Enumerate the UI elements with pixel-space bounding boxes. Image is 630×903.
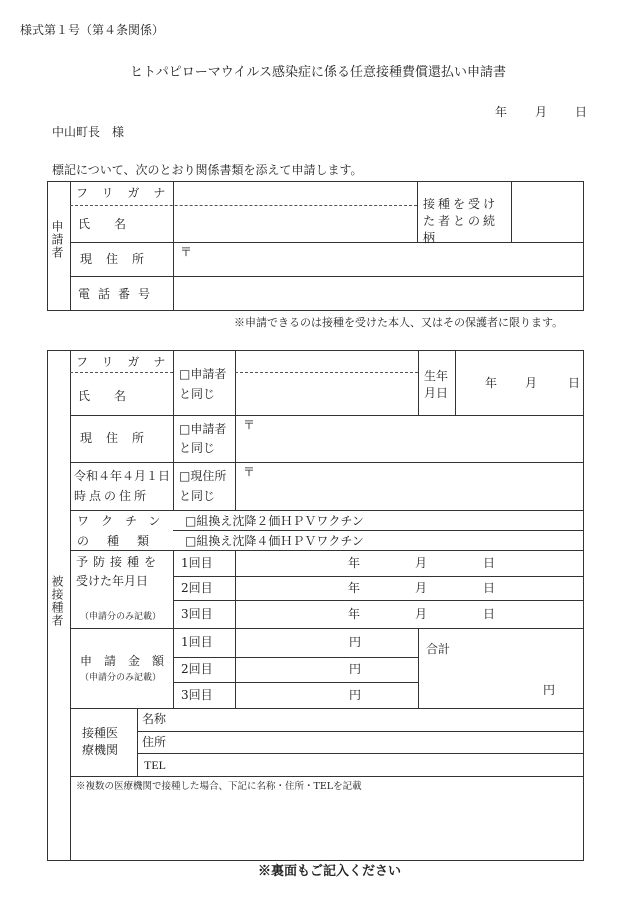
dose-1-year: 年 (348, 556, 361, 570)
clinic-address-field[interactable] (172, 733, 580, 751)
same-as-current-checkbox[interactable]: □現住所 (179, 469, 227, 483)
dose-3-day: 日 (483, 607, 496, 621)
amount-2-unit: 円 (349, 662, 362, 676)
clinic-name-label: 名称 (142, 712, 167, 726)
clinic-label-1: 接種医 (82, 726, 119, 740)
vaccinee-same-as-applicant-text: と同じ (179, 387, 216, 401)
dose-1-day: 日 (483, 556, 496, 570)
dose-2-month: 月 (415, 581, 428, 595)
amount-3-label: 3回目 (181, 688, 213, 702)
amount-note: （申請分のみ記載） (80, 673, 162, 683)
vaccinee-section-label: 被接種者 (50, 575, 64, 627)
footer-note: ※裏面もご記入ください (258, 864, 402, 879)
applicant-address-label: 現住所 (80, 252, 159, 266)
same-as-current-text: と同じ (179, 489, 216, 503)
vaccination-date-label-2: 受けた年月日 (76, 574, 149, 588)
birth-day: 日 (568, 376, 581, 390)
addressee: 中山町長 様 (52, 125, 125, 139)
vaccinee-furigana-label: フリガナ (76, 355, 180, 369)
past-address-label-1: 令和４年４月１日 (74, 469, 171, 483)
applicant-name-field[interactable] (175, 208, 415, 240)
dose-1-month: 月 (415, 556, 428, 570)
birth-label-1: 生年 (424, 369, 449, 383)
amount-label: 申請金額 (80, 654, 177, 668)
applicant-name-label: 氏 名 (78, 217, 127, 231)
date-month: 月 (535, 105, 548, 119)
address-same-as-applicant-checkbox[interactable]: □申請者 (179, 422, 227, 436)
vaccinee-address-label: 現住所 (80, 431, 159, 445)
applicant-relation-field[interactable] (513, 183, 582, 240)
clinic-name-field[interactable] (172, 710, 580, 729)
applicant-phone-field[interactable] (175, 279, 580, 307)
form-title: ヒトパピローマウイルス感染症に係る任意接種費償還払い申請書 (130, 65, 506, 80)
date-day: 日 (575, 105, 588, 119)
applicant-furigana-label: フリガナ (76, 186, 180, 200)
applicant-postal-icon: 〒 (180, 245, 193, 259)
applicant-phone-label: 電話番号 (78, 287, 159, 301)
vaccinee-name-field[interactable] (237, 375, 417, 413)
total-unit: 円 (543, 683, 556, 697)
dose-3-year: 年 (348, 607, 361, 621)
intro-text: 標記について、次のとおり関係書類を添えて申請します。 (52, 163, 363, 177)
clinic-address-label: 住所 (142, 735, 167, 749)
birth-label-2: 月日 (424, 386, 449, 400)
vaccinee-same-as-applicant-checkbox[interactable]: □申請者 (179, 367, 227, 381)
amount-1-label: 1回目 (181, 635, 213, 649)
vaccination-date-label-1: 予防接種を (76, 555, 162, 569)
dose-3-month: 月 (415, 607, 428, 621)
applicant-relation-label: 接種を受けた者との続柄 (423, 197, 499, 245)
amount-2-label: 2回目 (181, 662, 213, 676)
past-address-field[interactable] (258, 465, 580, 507)
birth-month: 月 (525, 376, 538, 390)
vaccinee-name-label: 氏 名 (78, 389, 127, 403)
vaccinee-postal-icon: 〒 (243, 418, 256, 432)
additional-clinics-field[interactable] (74, 796, 580, 858)
applicant-section-label: 申請者 (50, 220, 64, 259)
applicant-note: ※申請できるのは接種を受けた本人、又はその保護者に限ります。 (234, 316, 564, 329)
dose-3-label: 3回目 (181, 607, 213, 621)
vaccination-date-note: （申請分のみ記載） (80, 612, 162, 622)
amount-3-unit: 円 (349, 688, 362, 702)
total-label: 合計 (426, 642, 451, 656)
vaccinee-address-field[interactable] (258, 418, 580, 458)
amount-1-unit: 円 (349, 635, 362, 649)
clinic-label-2: 療機関 (82, 743, 119, 757)
birth-year: 年 (485, 376, 498, 390)
clinic-tel-label: TEL (144, 758, 166, 772)
address-same-as-applicant-text: と同じ (179, 441, 216, 455)
date-year: 年 (495, 105, 508, 119)
vaccine-option-quadrivalent[interactable]: □組換え沈降４価ＨＰＶワクチン (185, 534, 364, 548)
dose-2-label: 2回目 (181, 581, 213, 595)
applicant-address-field[interactable] (195, 245, 580, 273)
past-postal-icon: 〒 (243, 465, 256, 479)
vaccine-option-bivalent[interactable]: □組換え沈降２価ＨＰＶワクチン (185, 514, 364, 528)
clinic-note: ※複数の医療機関で接種した場合、下記に名称・住所・TELを記載 (76, 781, 362, 792)
dose-2-day: 日 (483, 581, 496, 595)
clinic-tel-field[interactable] (172, 755, 580, 774)
form-number: 様式第１号（第４条関係） (20, 23, 165, 37)
past-address-label-2: 時点の住所 (74, 489, 150, 503)
vaccine-type-label-1: ワクチン (77, 514, 173, 528)
vaccine-type-label-2: の 種 類 (77, 534, 153, 548)
vaccinee-furigana-field[interactable] (237, 353, 417, 371)
dose-1-label: 1回目 (181, 556, 213, 570)
applicant-furigana-field[interactable] (175, 186, 415, 204)
dose-2-year: 年 (348, 581, 361, 595)
